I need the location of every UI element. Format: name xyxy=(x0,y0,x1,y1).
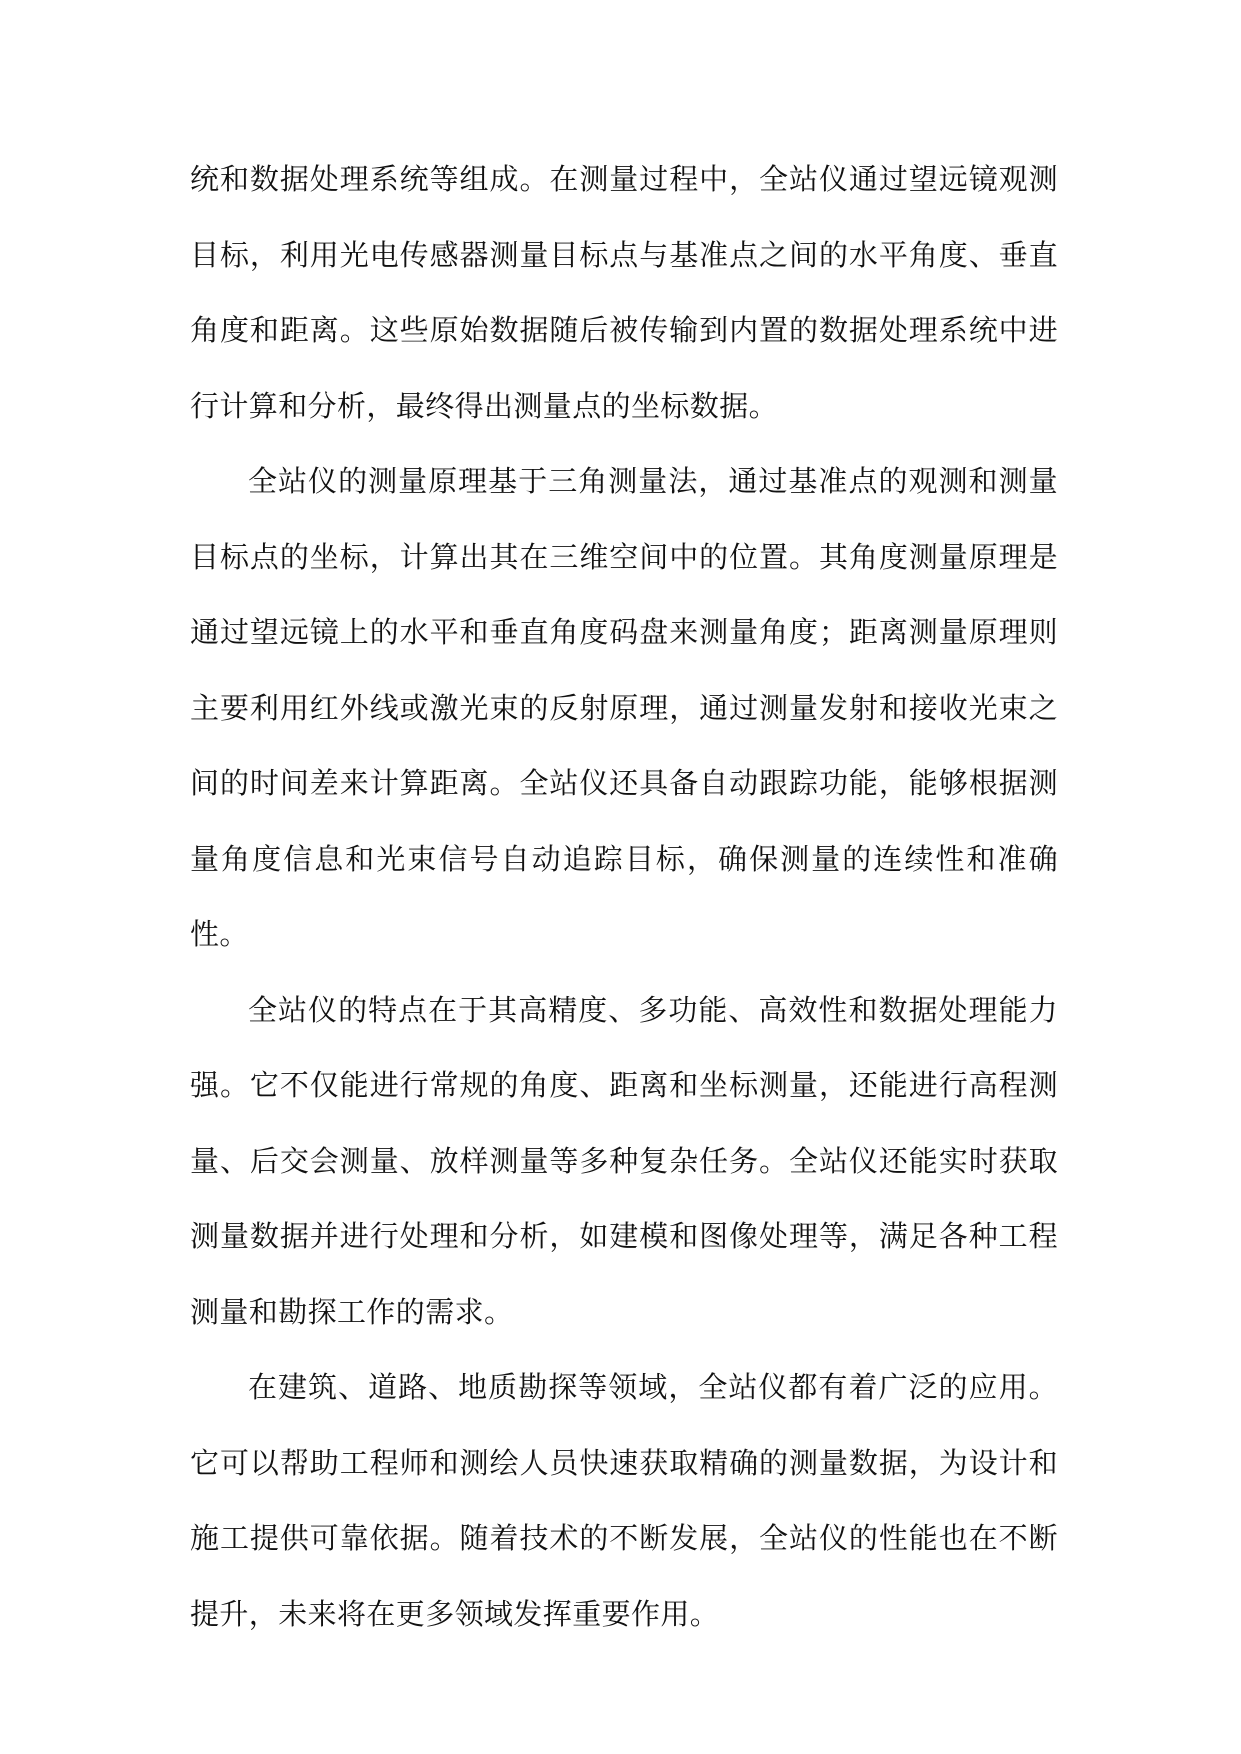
paragraph-measurement-principle: 全站仪的测量原理基于三角测量法，通过基准点的观测和测量目标点的坐标，计算出其在三维空间中的位置。其角度测量原理是通过望远镜上的水平和垂直角度码盘来测量角度；距离测量原理则主要利用红外线或激光束的反射原理，通过测量发射和接收光束之间的时间差来计算距离。全站仪还具备自动跟踪功能，能够根据测量角度信息和光束信号自动追踪目标，确保测量的连续性和准确性。 xyxy=(190,464,1058,951)
paragraph-continuation: 统和数据处理系统等组成。在测量过程中，全站仪通过望远镜观测目标，利用光电传感器测量目标点与基准点之间的水平角度、垂直角度和距离。这些原始数据随后被传输到内置的数据处理系统中进行计算和分析，最终得出测量点的坐标数据。 xyxy=(190,162,1058,423)
paragraph-features: 全站仪的特点在于其高精度、多功能、高效性和数据处理能力强。它不仅能进行常规的角度、距离和坐标测量，还能进行高程测量、后交会测量、放样测量等多种复杂任务。全站仪还能实时获取测量数据并进行处理和分析，如建模和图像处理等，满足各种工程测量和勘探工作的需求。 xyxy=(190,992,1058,1329)
document-body xyxy=(190,142,1058,1652)
paragraph-applications: 在建筑、道路、地质勘探等领域，全站仪都有着广泛的应用。它可以帮助工程师和测绘人员快速获取精确的测量数据，为设计和施工提供可靠依据。随着技术的不断发展，全站仪的性能也在不断提升，未来将在更多领域发挥重要作用。 xyxy=(190,1370,1058,1631)
